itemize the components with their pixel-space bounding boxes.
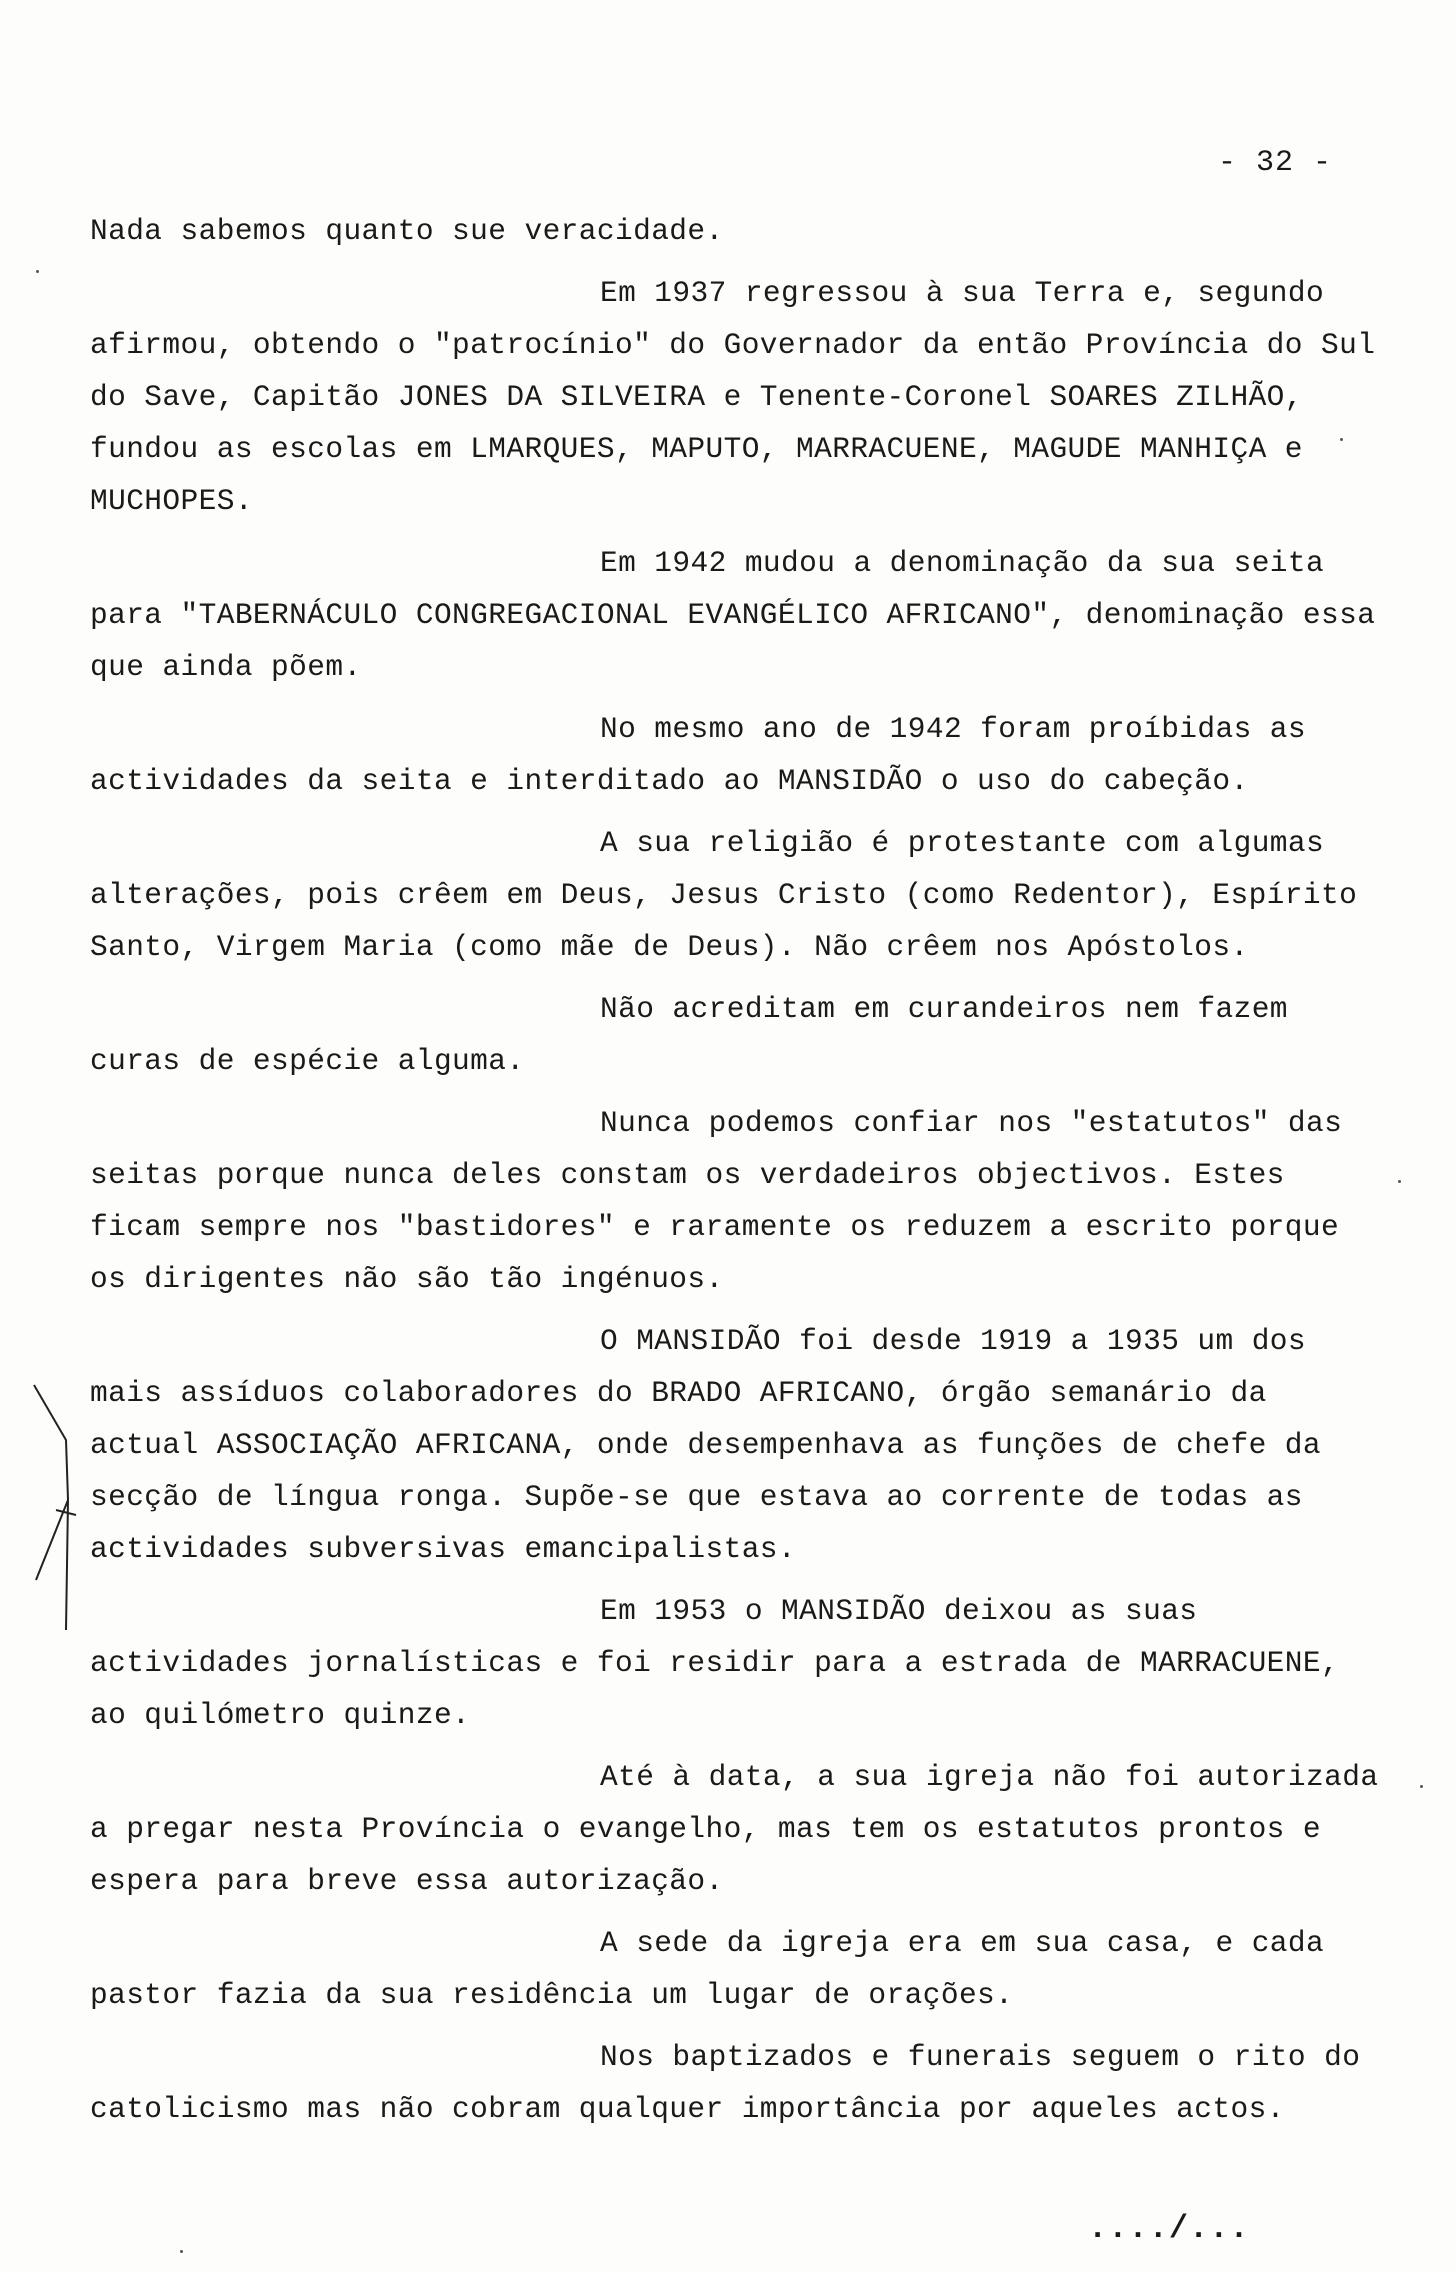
paragraph-5: A sua religião é protestante com algumas alterações, pois crêem em Deus, Jesus Cristo (como Redentor), Espírito Santo, Virgem Maria (como mãe de Deus). Não crêem nos Apóstolos. <box>90 826 1358 964</box>
paragraph-7: Nunca podemos confiar nos "estatutos" das seitas porque nunca deles constam os verdadeiros objectivos. Estes ficam sempre nos "bastidores" e raramente os reduzem a escrito porque os dirigentes não são tão ingénuos. <box>90 1106 1343 1296</box>
paragraph-9: Em 1953 o MANSIDÃO deixou as suas actividades jornalísticas e foi residir para a estrada de MARRACUENE, ao quilómetro quinze. <box>90 1594 1340 1732</box>
scan-speck <box>1398 1180 1401 1183</box>
document-body <box>90 205 1390 2145</box>
scan-speck <box>1420 1785 1423 1788</box>
paragraph-1: Nada sabemos quanto sue veracidade. <box>90 214 724 248</box>
paragraph-10: Até à data, a sua igreja não foi autorizada a pregar nesta Província o evangelho, mas tem os estatutos prontos e espera para breve essa autorização. <box>90 1760 1379 1898</box>
scan-speck <box>180 2250 183 2253</box>
page-number: - 32 - <box>1218 146 1333 180</box>
scan-speck <box>1340 438 1343 441</box>
paragraph-8: O MANSIDÃO foi desde 1919 a 1935 um dos mais assíduos colaboradores do BRADO AFRICANO, órgão semanário da actual ASSOCIAÇÃO AFRICANA, onde desempenhava as funções de chefe da secção de língua ronga. Supõe-se que estava ao corrente de todas as actividades subversivas emancipalistas. <box>90 1324 1321 1566</box>
paragraph-6: Não acreditam em curandeiros nem fazem curas de espécie alguma. <box>90 992 1288 1078</box>
paragraph-4: No mesmo ano de 1942 foram proíbidas as actividades da seita e interditado ao MANSIDÃO o uso do cabeção. <box>90 712 1307 798</box>
paragraph-2: Em 1937 regressou à sua Terra e, segundo afirmou, obtendo o "patrocínio" do Governador da então Província do Sul do Save, Capitão JONES DA SILVEIRA e Tenente-Coronel SOARES ZILHÃO, fundou as escolas em LMARQUES, MAPUTO, MARRACUENE, MAGUDE MANHIÇA e MUCHOPES. <box>90 276 1376 518</box>
scan-speck <box>36 270 39 273</box>
margin-bracket-mark <box>26 1380 86 1640</box>
paragraph-3: Em 1942 mudou a denominação da sua seita para "TABERNÁCULO CONGREGACIONAL EVANGÉLICO AFRICANO", denominação essa que ainda põem. <box>90 546 1376 684</box>
paragraph-12: Nos baptizados e funerais seguem o rito do catolicismo mas não cobram qualquer importância por aqueles actos. <box>90 2040 1361 2126</box>
paragraph-11: A sede da igreja era em sua casa, e cada pastor fazia da sua residência um lugar de orações. <box>90 1926 1325 2012</box>
continuation-mark: ..../... <box>1088 2210 1250 2247</box>
